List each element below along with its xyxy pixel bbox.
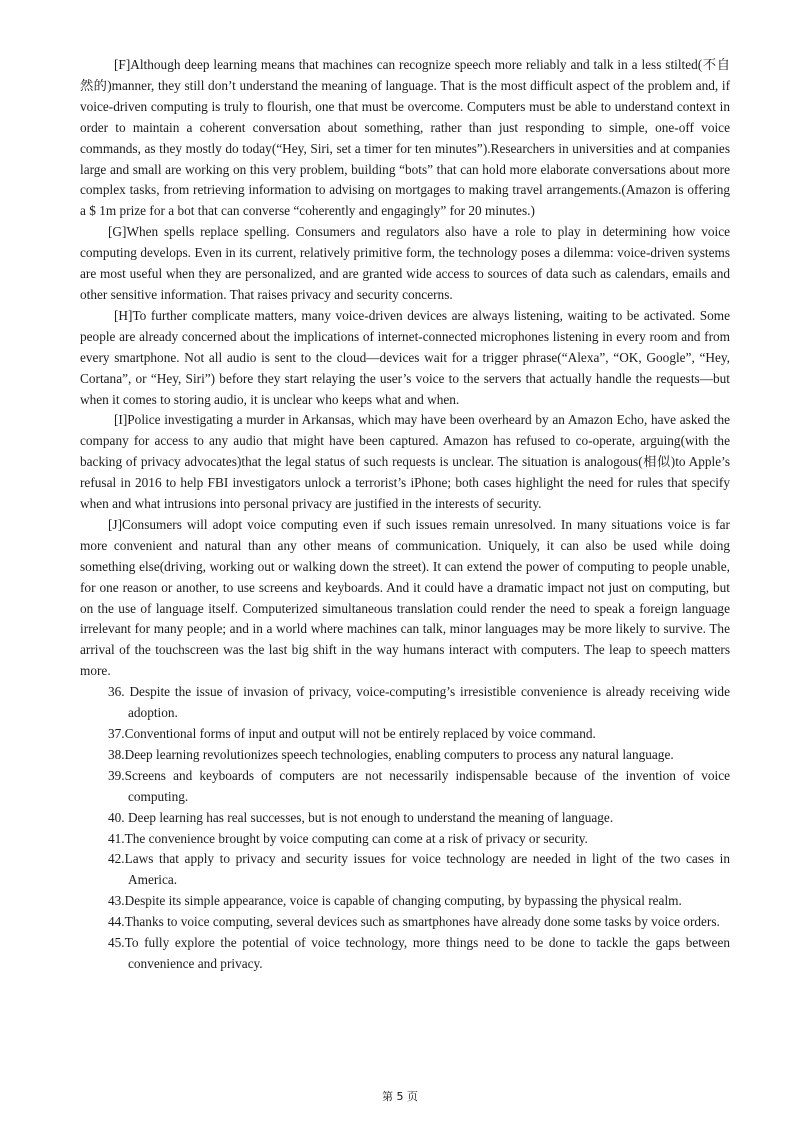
question-number: 44. bbox=[108, 914, 125, 930]
question-number: 39. bbox=[108, 767, 125, 783]
question-text: Despite the issue of invasion of privacy, voice-computing’s irresistible convenience is already receiving wide adoption. bbox=[128, 684, 730, 721]
question-38 bbox=[100, 745, 730, 766]
question-43 bbox=[100, 891, 730, 912]
question-text: The convenience brought by voice computing can come at a risk of privacy or security. bbox=[124, 830, 588, 846]
question-text: Laws that apply to privacy and security issues for voice technology are needed in light of the two cases in America. bbox=[124, 851, 730, 888]
question-36 bbox=[100, 682, 730, 724]
page-number: 第 5 页 bbox=[382, 1090, 418, 1103]
question-44 bbox=[100, 912, 730, 933]
question-number: 43. bbox=[108, 893, 125, 909]
question-text: Despite its simple appearance, voice is capable of changing computing, by bypassing the physical realm. bbox=[124, 893, 682, 909]
question-number: 41. bbox=[108, 830, 125, 846]
document-page bbox=[80, 55, 730, 975]
question-list bbox=[80, 682, 730, 975]
question-40 bbox=[100, 808, 730, 829]
paragraph-i: [I]Police investigating a murder in Arkansas, which may have been overheard by an Amazon Echo, have asked the company for access to any audio that might have been captured. Amazon has refused to co-operate, arguing(with the backing of privacy advocates)that the legal status of such requests is unclear. The situation is analogous(相似)to Apple’s refusal in 2016 to help FBI investigators unlock a terrorist’s iPhone; both cases highlight the need for rules that specify when and what intrusions into personal privacy are justified in the interests of security. bbox=[80, 412, 730, 512]
paragraph-j: [J]Consumers will adopt voice computing even if such issues remain unresolved. In many situations voice is far more convenient and natural than any other means of communication. Uniquely, it can also be used while doing something else(driving, working out or walking down the street). It can extend the power of computing to people unable, for one reason or another, to use screens and keyboards. And it could have a dramatic impact not just on computing, but on the use of language itself. Computerized simultaneous translation could render the need to speak a foreign language irrelevant for many people; and in a world where machines can talk, minor languages may be more likely to survive. The arrival of the touchscreen was the last big shift in the way humans interact with computers. The leap to speech matters more. bbox=[80, 516, 730, 679]
question-number: 45. bbox=[108, 935, 125, 951]
question-number: 40. bbox=[108, 809, 128, 825]
question-number: 42. bbox=[108, 851, 125, 867]
question-45 bbox=[100, 933, 730, 975]
question-number: 38. bbox=[108, 746, 125, 762]
question-text: Deep learning revolutionizes speech technologies, enabling computers to process any natural language. bbox=[124, 746, 674, 762]
question-text: Thanks to voice computing, several devices such as smartphones have already done some tasks by voice orders. bbox=[124, 914, 720, 930]
question-number: 37. bbox=[108, 726, 125, 741]
question-37 bbox=[100, 724, 730, 745]
question-text: Conventional forms of input and output will not be entirely replaced by voice command. bbox=[124, 726, 596, 741]
question-number: 36. bbox=[108, 684, 130, 700]
paragraph-h: [H]To further complicate matters, many voice-driven devices are always listening, waiting to be activated. Some people are already concerned about the implications of internet-connected microphones listening in every room and from every smartphone. Not all audio is sent to the cloud—devices wait for a trigger phrase(“Alexa”, “OK, Google”, “Hey, Cortana”, or “Hey, Siri”) before they start relaying the user’s voice to the servers that actually handle the requests—but when it comes to storing audio, it is unclear who keeps what and when. bbox=[80, 307, 730, 407]
question-41 bbox=[100, 829, 730, 850]
question-39 bbox=[100, 766, 730, 808]
question-text: Screens and keyboards of computers are not necessarily indispensable because of the invention of voice computing. bbox=[124, 767, 730, 804]
question-text: To fully explore the potential of voice technology, more things need to be done to tackle the gaps between convenience and privacy. bbox=[124, 935, 730, 971]
paragraph-f: [F]Although deep learning means that machines can recognize speech more reliably and talk in a less stilted(不自然的)manner, they still don’t understand the meaning of language. That is the most difficult aspect of the problem and, if voice-driven computing is truly to flourish, one that must be overcome. Computers must be able to understand context in order to maintain a coherent conversation about something, rather than just responding to simple, one-off voice commands, as they mostly do today(“Hey, Siri, set a timer for ten minutes”).Researchers in universities and at companies large and small are working on this very problem, building “bots” that can hold more elaborate conversations about more complex tasks, from retrieving information to advising on mortgages to making travel arrangements.(Amazon is offering a $ 1m prize for a bot that can converse “coherently and engagingly” for 20 minutes.) bbox=[80, 57, 730, 219]
question-text: Deep learning has real successes, but is not enough to understand the meaning of language. bbox=[127, 809, 614, 825]
paragraph-g: [G]When spells replace spelling. Consumers and regulators also have a role to play in determining how voice computing develops. Even in its current, relatively primitive form, the technology poses a dilemma: voice-driven systems are most useful when they are personalized, and are granted wide access to sources of data such as calendars, emails and other sensitive information. That raises privacy and security concerns. bbox=[80, 224, 730, 302]
question-42 bbox=[100, 849, 730, 891]
